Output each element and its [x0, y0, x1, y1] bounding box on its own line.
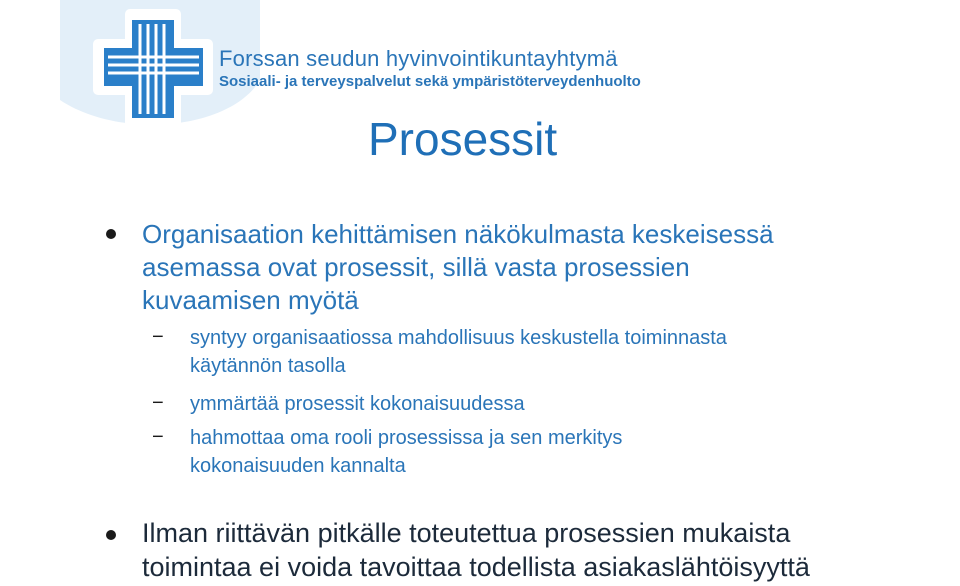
bullet-2-line-1: Ilman riittävän pitkälle toteutettua prosessien mukaista — [142, 518, 791, 548]
bullet-1-line-1: Organisaation kehittämisen näkökulmasta keskeisessä — [142, 219, 774, 249]
bullet-marker — [106, 530, 116, 540]
dash-marker: − — [152, 392, 164, 414]
dash-marker: − — [152, 426, 164, 448]
org-subtitle: Sosiaali- ja terveyspalvelut sekä ympäristöterveydenhuolto — [219, 73, 641, 90]
bullet-1-line-3: kuvaamisen myötä — [142, 285, 359, 315]
bullet-1-line-2: asemassa ovat prosessit, sillä vasta prosessien — [142, 252, 690, 282]
subitem-1-line-1: syntyy organisaatiossa mahdollisuus keskustella toiminnasta — [190, 327, 727, 349]
org-name: Forssan seudun hyvinvointikuntayhtymä — [219, 46, 618, 71]
subitem-2-line-1: ymmärtää prosessit kokonaisuudessa — [190, 393, 525, 415]
subitem-1-line-2: käytännön tasolla — [190, 355, 346, 377]
bullet-2-line-2: toimintaa ei voida tavoittaa todellista asiakaslähtöisyyttä — [142, 552, 810, 582]
subitem-3-line-2: kokonaisuuden kannalta — [190, 455, 406, 477]
slide-title: Prosessit — [368, 113, 558, 165]
subitem-3-line-1: hahmottaa oma rooli prosessissa ja sen merkitys — [190, 427, 623, 449]
dash-marker: − — [152, 326, 164, 348]
bullet-marker — [106, 229, 116, 239]
